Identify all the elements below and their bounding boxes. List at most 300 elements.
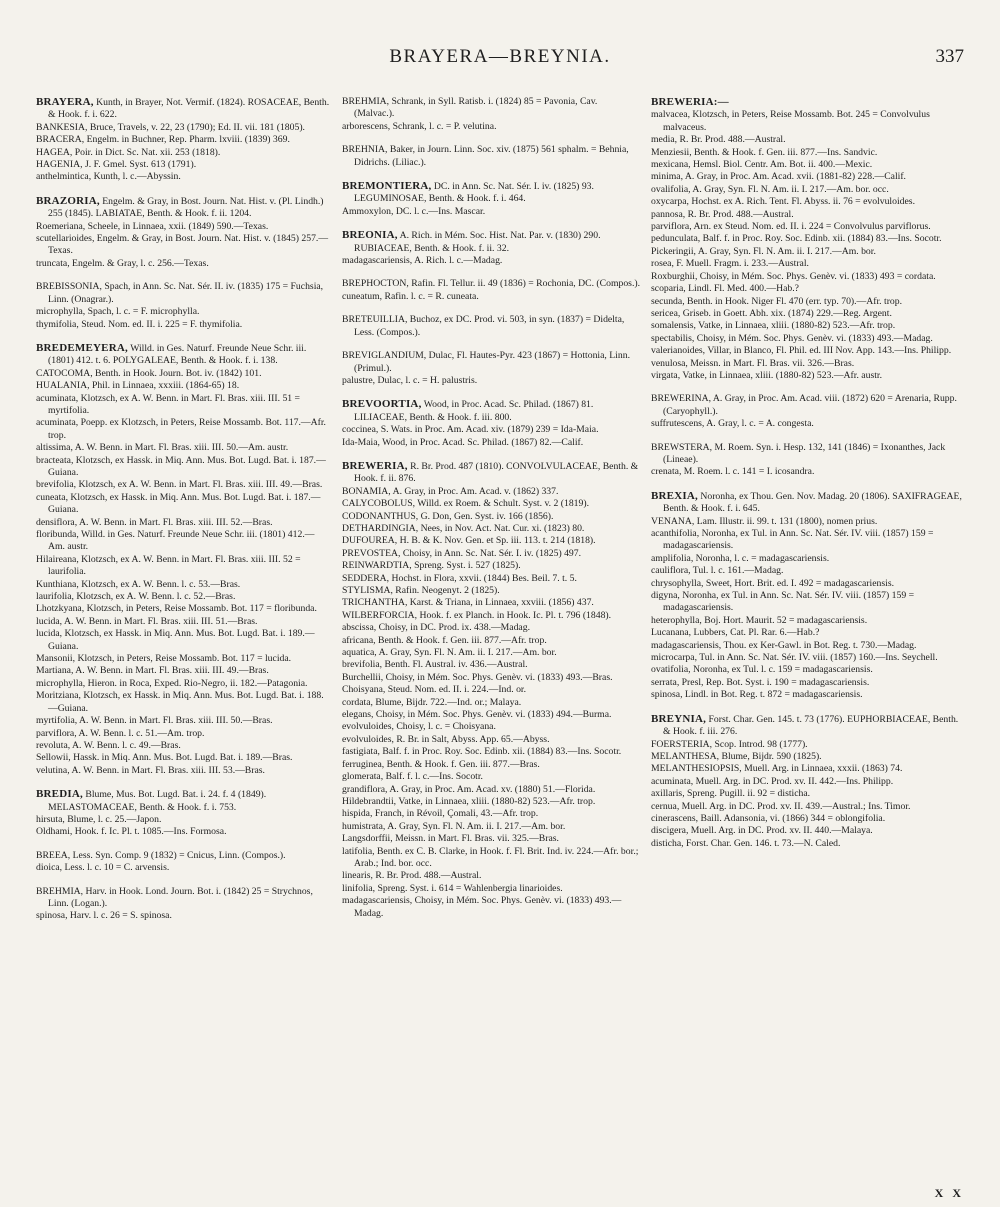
dictionary-entry: [36, 826, 330, 838]
dictionary-entry: [651, 516, 965, 528]
genus-entry: [342, 398, 640, 424]
dictionary-entry: [342, 771, 640, 783]
headword: BREDIA,: [36, 788, 83, 801]
entry-text: elegans, Choisy, in Mém. Soc. Phys. Genèv. vi. (1833) 494.—Burma.: [342, 709, 612, 721]
entry-text: heterophylla, Boj. Hort. Maurit. 52 = madagascariensis.: [651, 614, 868, 626]
dictionary-entry: [651, 370, 965, 382]
entry-text: ovalifolia, A. Gray, Syn. Fl. N. Am. ii. I. 217.—Am. bor. occ.: [651, 183, 889, 195]
entry-text: spectabilis, Choisy, in Mém. Soc. Phys. Genèv. vi. (1833) 493.—Madag.: [651, 332, 933, 344]
entry-text: serrata, Presl, Rep. Bot. Syst. i. 190 = madagascariensis.: [651, 676, 870, 688]
entry-text: Burchellii, Choisy, in Mém. Soc. Phys. Genèv. vi. (1833) 493.—Bras.: [342, 671, 613, 683]
headword: BREDEMEYERA,: [36, 341, 128, 354]
entry-text: myrtifolia, A. W. Benn. in Mart. Fl. Bras. xiii. III. 50.—Bras.: [36, 715, 273, 727]
dictionary-entry: [651, 640, 965, 652]
entry-text: venulosa, Meissn. in Mart. Fl. Bras. vii. 326.—Bras.: [651, 357, 855, 369]
page-number: 337: [935, 46, 964, 67]
entry-text: PREVOSTEA, Choisy, in Ann. Sc. Nat. Sér. I. iv. (1825) 497.: [342, 547, 582, 559]
entry-text: scoparia, Lindl. Fl. Med. 400.—Hab.?: [651, 283, 799, 295]
dictionary-entry: [36, 517, 330, 529]
entry-text: microcarpa, Tul. in Ann. Sc. Nat. Sér. IV. viii. (1857) 160.—Ins. Seychell.: [651, 652, 938, 664]
dictionary-entry: [651, 147, 965, 159]
dictionary-entry: [651, 393, 965, 418]
entry-text: Lucanana, Lubbers, Cat. Pl. Rar. 6.—Hab.?: [651, 627, 820, 639]
dictionary-entry: [342, 548, 640, 560]
entry-text: Ammoxylon, DC. l. c.—Ins. Mascar.: [342, 205, 486, 217]
dictionary-entry: [651, 196, 965, 208]
dictionary-entry: [651, 578, 965, 590]
entry-text: Sellowii, Hassk. in Miq. Ann. Mus. Bot. Lugd. Bat. i. 189.—Bras.: [36, 752, 293, 764]
entry-text: Mansonii, Klotzsch, in Peters, Reise Mossamb. Bot. 117 = lucida.: [36, 653, 292, 665]
entry-text: BREVIGLANDIUM, Dulac, Fl. Hautes-Pyr. 423 (1867) = Hottonia, Linn. (Primul.).: [342, 350, 630, 374]
signature-mark: X X: [934, 1186, 964, 1200]
entry-text: glomerata, Balf. f. l. c.—Ins. Socotr.: [342, 771, 483, 783]
entry-text: BRETEUILLIA, Buchoz, ex DC. Prod. vi. 503, in syn. (1837) = Didelta, Less. (Compos.).: [342, 314, 625, 338]
entry-text: Willd. in Ges. Naturf. Freunde Neue Schr. iii. (1801) 412. t. 6. POLYGALEAE, Benth. & Hook. f. i. 138.: [48, 342, 307, 367]
entry-text: bracteata, Klotzsch, ex Hassk. in Miq. Ann. Mus. Bot. Lugd. Bat. i. 187.—Guiana.: [36, 454, 326, 478]
dictionary-entry: [342, 808, 640, 820]
dictionary-entry: [342, 895, 640, 920]
dictionary-entry: [36, 740, 330, 752]
dictionary-entry: [651, 171, 965, 183]
dictionary-entry: [651, 590, 965, 615]
entry-text: thymifolia, Steud. Nom. ed. II. i. 225 = F. thymifolia.: [36, 318, 243, 330]
dictionary-entry: [342, 523, 640, 535]
entry-text: CATOCOMA, Benth. in Hook. Journ. Bot. iv. (1842) 101.: [36, 367, 262, 379]
dictionary-entry: [651, 677, 965, 689]
dictionary-entry: [36, 603, 330, 615]
dictionary-entry: [342, 144, 640, 169]
dictionary-entry: [651, 825, 965, 837]
dictionary-entry: [36, 728, 330, 740]
genus-entry: [651, 96, 965, 109]
entry-text: Hildebrandtii, Vatke, in Linnaea, xliii. (1880-82) 523.—Afr. trop.: [342, 795, 596, 807]
dictionary-entry: [36, 159, 330, 171]
entry-text: Noronha, ex Thou. Gen. Nov. Madag. 20 (1806). SAXIFRAGEAE, Benth. & Hook. f. i. 645.: [663, 490, 962, 515]
dictionary-entry: [36, 862, 330, 874]
entry-text: BREPHOCTON, Rafin. Fl. Tellur. ii. 49 (1836) = Rochonia, DC. (Compos.).: [342, 278, 640, 290]
entry-text: Lhotzkyana, Klotzsch, in Peters, Reise Mossamb. Bot. 117 = floribunda.: [36, 603, 317, 615]
entry-text: media, R. Br. Prod. 488.—Austral.: [651, 134, 786, 146]
dictionary-entry: [36, 380, 330, 392]
entry-text: TRICHANTHA, Karst. & Triana, in Linnaea, xxviii. (1856) 437.: [342, 597, 594, 609]
entry-text: palustre, Dulac, l. c. = H. palustris.: [342, 374, 478, 386]
dictionary-entry: [342, 350, 640, 375]
dictionary-entry: [651, 739, 965, 751]
headword: BREMONTIERA,: [342, 180, 432, 193]
entry-text: Kunth, in Brayer, Not. Vermif. (1824). ROSACEAE, Benth. & Hook. f. i. 622.: [48, 97, 330, 121]
dictionary-entry: [342, 659, 640, 671]
entry-text: linifolia, Spreng. Syst. i. 614 = Wahlenbergia linarioides.: [342, 882, 563, 894]
entry-text: STYLISMA, Rafin. Neogenyt. 2 (1825).: [342, 585, 500, 596]
dictionary-entry: [36, 591, 330, 603]
entry-text: BRACERA, Engelm. in Buchner, Rep. Pharm. lxviii. (1839) 369.: [36, 134, 290, 146]
dictionary-entry: [342, 672, 640, 684]
entry-text: MELANTHESIOPSIS, Muell. Arg. in Linnaea, xxxii. (1863) 74.: [651, 763, 903, 775]
entry-text: Engelm. & Gray, in Bost. Journ. Nat. Hist. v. (Pl. Lindh.) 255 (1845). LABIATAE, Benth. & Hook. f. ii. 1204.: [48, 195, 324, 220]
entry-text: DETHARDINGIA, Nees, in Nov. Act. Nat. Cur. xi. (1823) 80.: [342, 522, 585, 534]
entry-text: Moritziana, Klotzsch, ex Hassk. in Miq. Ann. Mus. Bot. Lugd. Bat. i. 188.—Guiana.: [36, 690, 324, 714]
dictionary-entry: [36, 171, 330, 183]
entry-text: Oldhami, Hook. f. Ic. Pl. t. 1085.—Ins. Formosa.: [36, 826, 227, 838]
dictionary-entry: [342, 697, 640, 709]
page-title: BRAYERA—BREYNIA.: [389, 46, 611, 67]
dictionary-entry: [36, 479, 330, 491]
entry-text: cordata, Blume, Bijdr. 722.—Ind. or.; Malaya.: [342, 696, 522, 708]
entry-text: cuneata, Klotzsch, ex Hassk. in Miq. Ann. Mus. Bot. Lugd. Bat. i. 187.—Guiana.: [36, 491, 321, 516]
entry-text: brevifolia, Benth. Fl. Austral. iv. 436.—Austral.: [342, 659, 528, 671]
entry-text: floribunda, Willd. in Ges. Naturf. Freunde Neue Schr. iii. (1801) 412.—Am. austr.: [36, 529, 315, 553]
dictionary-entry: [36, 368, 330, 380]
entry-text: ovatifolia, Noronha, ex Tul. l. c. 159 = madagascariensis.: [651, 664, 873, 676]
entry-text: madagascariensis, A. Rich. l. c.—Madag.: [342, 255, 503, 267]
entry-text: HUALANIA, Phil. in Linnaea, xxxiii. (1864-65) 18.: [36, 380, 240, 392]
dictionary-entry: [651, 615, 965, 627]
dictionary-entry: [342, 560, 640, 572]
dictionary-entry: [342, 255, 640, 267]
dictionary-entry: [342, 597, 640, 609]
entry-text: acuminata, Muell. Arg. in DC. Prod. xv. II. 442.—Ins. Philipp.: [651, 775, 894, 787]
dictionary-entry: [36, 554, 330, 579]
entry-text: parviflora, A. W. Benn. l. c. 51.—Am. trop.: [36, 727, 205, 739]
entry-text: cuneatum, Rafin. l. c. = R. cuneata.: [342, 290, 479, 302]
entry-text: secunda, Benth. in Hook. Niger Fl. 470 (err. typ. 70).—Afr. trop.: [651, 295, 903, 307]
genus-entry: [342, 460, 640, 486]
entry-text: scutellarioides, Engelm. & Gray, in Bost. Journ. Nat. Hist. v. (1845) 257.—Texas.: [36, 233, 329, 257]
entry-text: Martiana, A. W. Benn. in Mart. Fl. Bras. xiii. III. 49.—Bras.: [36, 665, 269, 677]
entry-text: Hilaireana, Klotzsch, ex A. W. Benn. in Mart. Fl. Bras. xiii. III. 52 = laurifolia.: [36, 553, 301, 578]
entry-text: parviflora, Arn. ex Steud. Nom. ed. II. i. 224 = Convolvulus parviflorus.: [651, 221, 931, 233]
dictionary-entry: [651, 271, 965, 283]
running-header: [0, 40, 1000, 80]
dictionary-entry: [651, 296, 965, 308]
entry-text: ferruginea, Benth. & Hook. f. Gen. iii. 877.—Bras.: [342, 758, 540, 770]
dictionary-entry: [342, 96, 640, 121]
dictionary-entry: [342, 870, 640, 882]
dictionary-entry: [36, 765, 330, 777]
entry-text: crenata, M. Roem. l. c. 141 = I. icosandra.: [651, 466, 815, 478]
headword: BRAZORIA,: [36, 194, 100, 207]
dictionary-entry: [36, 233, 330, 258]
dictionary-entry: [342, 291, 640, 303]
entry-text: acanthifolia, Noronha, ex Tul. in Ann. Sc. Nat. Sér. IV. viii. (1857) 159 = madagascariensis.: [651, 528, 934, 552]
dictionary-entry: [651, 664, 965, 676]
entry-text: cauliflora, Tul. l. c. 161.—Madag.: [651, 565, 784, 577]
entry-text: truncata, Engelm. & Gray, l. c. 256.—Texas.: [36, 257, 209, 269]
dictionary-entry: [651, 184, 965, 196]
entry-text: Kunthiana, Klotzsch, ex A. W. Benn. l. c. 53.—Bras.: [36, 578, 241, 590]
dictionary-entry: [651, 358, 965, 370]
entry-text: lucida, Klotzsch, ex Hassk. in Miq. Ann. Mus. Bot. Lugd. Bat. i. 189.—Guiana.: [36, 628, 315, 652]
entry-text: Ida-Maia, Wood, in Proc. Acad. Sc. Philad. (1867) 82.—Calif.: [342, 436, 584, 448]
entry-text: brevifolia, Klotzsch, ex A. W. Benn. in Mart. Fl. Bras. xiii. III. 49.—Bras.: [36, 479, 323, 491]
entry-text: amplifolia, Noronha, l. c. = madagascariensis.: [651, 552, 830, 564]
entry-text: A. Rich. in Mém. Soc. Hist. Nat. Par. v. (1830) 290. RUBIACEAE, Benth. & Hook. f. ii. 32.: [354, 230, 601, 254]
dictionary-entry: [651, 553, 965, 565]
dictionary-entry: [36, 281, 330, 306]
entry-text: hirsuta, Blume, l. c. 25.—Japon.: [36, 813, 162, 825]
dictionary-entry: [342, 622, 640, 634]
column-2: [342, 96, 640, 1191]
entry-text: malvacea, Klotzsch, in Peters, Reise Mossamb. Bot. 245 = Convolvulus malvaceus.: [651, 109, 930, 133]
dictionary-entry: [36, 850, 330, 862]
dictionary-entry: [36, 134, 330, 146]
entry-text: CODONANTHUS, G. Don, Gen. Syst. iv. 166 (1856).: [342, 510, 554, 522]
entry-text: minima, A. Gray, in Proc. Am. Acad. xvii. (1881-82) 228.—Calif.: [651, 171, 906, 183]
entry-text: acuminata, Klotzsch, ex A. W. Benn. in Mart. Fl. Bras. xiii. III. 51 = myrtifolia.: [36, 392, 301, 416]
dictionary-entry: [651, 109, 965, 134]
entry-text: grandiflora, A. Gray, in Proc. Am. Acad. xv. (1880) 51.—Florida.: [342, 783, 596, 795]
entry-text: VENANA, Lam. Illustr. ii. 99. t. 131 (1800), nomen prius.: [651, 515, 878, 527]
entry-text: Forst. Char. Gen. 145. t. 73 (1776). EUPHORBIACEAE, Benth. & Hook. f. iii. 276.: [663, 713, 959, 738]
entry-text: oxycarpa, Hochst. ex A. Rich. Tent. Fl. Abyss. ii. 76 = evolvuloides.: [651, 196, 915, 208]
dictionary-entry: [342, 486, 640, 498]
dictionary-entry: [651, 246, 965, 258]
entry-text: BREEA, Less. Syn. Comp. 9 (1832) = Cnicus, Linn. (Compos.).: [36, 849, 286, 861]
dictionary-entry: [651, 442, 965, 467]
entry-text: cernua, Muell. Arg. in DC. Prod. xv. II. 439.—Austral.; Ins. Timor.: [651, 800, 911, 812]
entry-text: digyna, Noronha, ex Tul. in Ann. Sc. Nat. Sér. IV. viii. (1857) 159 = madagascariensis.: [651, 590, 915, 614]
entry-text: Langsdorffii, Meissn. in Mart. Fl. Bras. vii. 325.—Bras.: [342, 833, 559, 845]
dictionary-entry: [36, 147, 330, 159]
entry-text: BREWSTERA, M. Roem. Syn. i. Hesp. 132, 141 (1846) = Ixonanthes, Jack (Lineae).: [651, 441, 946, 465]
entry-text: fastigiata, Balf. f. in Proc. Roy. Soc. Edinb. xii. (1884) 83.—Ins. Socotr.: [342, 746, 622, 758]
entry-text: rosea, F. Muell. Fragm. i. 233.—Austral.: [651, 258, 809, 270]
dictionary-entry: [342, 424, 640, 436]
dictionary-entry: [36, 628, 330, 653]
entry-text: aquatica, A. Gray, Syn. Fl. N. Am. ii. I. 217.—Am. bor.: [342, 647, 557, 659]
genus-entry: [36, 195, 330, 221]
dictionary-entry: [651, 528, 965, 553]
entry-text: hispida, Franch, in Révoil, Çomali, 43.—Afr. trop.: [342, 808, 539, 820]
headword: BREVOORTIA,: [342, 398, 422, 411]
headword: BREXIA,: [651, 489, 698, 502]
dictionary-entry: [342, 206, 640, 218]
entry-text: evolvuloides, Choisy, l. c. = Choisyana.: [342, 721, 496, 733]
dictionary-entry: [36, 665, 330, 677]
entry-text: pedunculata, Balf. f. in Proc. Roy. Soc. Edinb. xii. (1884) 83.—Ins. Socotr.: [651, 233, 942, 245]
headword: BREYNIA,: [651, 712, 707, 725]
dictionary-entry: [651, 221, 965, 233]
entry-text: Pickeringii, A. Gray, Syn. Fl. N. Am. ii. I. 217.—Am. bor.: [651, 245, 876, 257]
entry-text: africana, Benth. & Hook. f. Gen. iii. 877.—Afr. trop.: [342, 634, 547, 646]
entry-text: valerianoides, Villar, in Blanco, Fl. Phil. ed. III Nov. App. 143.—Ins. Philipp.: [651, 345, 952, 357]
entry-text: Choisyana, Steud. Nom. ed. II. i. 224.—Ind. or.: [342, 684, 527, 696]
dictionary-entry: [342, 709, 640, 721]
entry-text: microphylla, Hieron. in Roca, Exped. Rio-Negro, ii. 182.—Patagonia.: [36, 677, 308, 689]
entry-text: arborescens, Schrank, l. c. = P. velutina.: [342, 120, 497, 132]
column-3: [651, 96, 965, 1191]
dictionary-entry: [342, 833, 640, 845]
dictionary-entry: [342, 846, 640, 871]
dictionary-entry: [651, 283, 965, 295]
dictionary-entry: [342, 759, 640, 771]
entry-text: BONAMIA, A. Gray, in Proc. Am. Acad. v. (1862) 337.: [342, 485, 559, 497]
dictionary-entry: [342, 278, 640, 290]
dictionary-entry: [36, 529, 330, 554]
dictionary-entry: [36, 258, 330, 270]
entry-text: Roxburghii, Choisy, in Mém. Soc. Phys. Genèv. vi. (1833) 493 = cordata.: [651, 270, 936, 282]
dictionary-entry: [342, 821, 640, 833]
entry-text: HAGENIA, J. F. Gmel. Syst. 613 (1791).: [36, 159, 197, 171]
dictionary-entry: [36, 455, 330, 480]
dictionary-entry: [651, 751, 965, 763]
entry-text: spinosa, Harv. l. c. 26 = S. spinosa.: [36, 910, 172, 922]
dictionary-entry: [342, 573, 640, 585]
dictionary-entry: [342, 734, 640, 746]
entry-text: laurifolia, Klotzsch, ex A. W. Benn. l. c. 52.—Bras.: [36, 591, 236, 603]
entry-text: Wood, in Proc. Acad. Sc. Philad. (1867) 81. LILIACEAE, Benth. & Hook. f. iii. 800.: [354, 399, 594, 423]
entry-text: anthelmintica, Kunth, l. c.—Abyssin.: [36, 171, 181, 183]
entry-text: coccinea, S. Wats. in Proc. Am. Acad. xiv. (1879) 239 = Ida-Maia.: [342, 424, 599, 436]
dictionary-entry: [36, 653, 330, 665]
entry-text: spinosa, Lindl. in Bot. Reg. t. 872 = madagascariensis.: [651, 689, 863, 701]
dictionary-entry: [36, 814, 330, 826]
dictionary-entry: [36, 579, 330, 591]
genus-entry: [342, 229, 640, 255]
dictionary-entry: [651, 652, 965, 664]
entry-text: BANKESIA, Bruce, Travels, v. 22, 23 (1790); Ed. II. vii. 181 (1805).: [36, 121, 305, 133]
dictionary-entry: [36, 752, 330, 764]
dictionary-entry: [36, 492, 330, 517]
entry-text: altissima, A. W. Benn. in Mart. Fl. Bras. xiii. III. 50.—Am. austr.: [36, 442, 289, 454]
entry-text: velutina, A. W. Benn. in Mart. Fl. Bras. xiii. III. 53.—Bras.: [36, 764, 265, 776]
entry-text: madagascariensis, Choisy, in Mém. Soc. Phys. Genèv. vi. (1833) 493.—Madag.: [342, 895, 622, 919]
dictionary-entry: [342, 498, 640, 510]
dictionary-entry: [651, 134, 965, 146]
dictionary-entry: [342, 684, 640, 696]
dictionary-entry: [342, 511, 640, 523]
entry-text: HAGEA, Poir. in Dict. Sc. Nat. xii. 253 (1818).: [36, 146, 221, 158]
genus-entry: [36, 342, 330, 368]
dictionary-entry: [36, 221, 330, 233]
column-1: [36, 96, 330, 1191]
entry-text: DC. in Ann. Sc. Nat. Sér. I. iv. (1825) 93. LEGUMINOSAE, Benth. & Hook. f. i. 464.: [354, 181, 594, 205]
dictionary-entry: [651, 813, 965, 825]
dictionary-entry: [651, 233, 965, 245]
genus-entry: [342, 180, 640, 206]
entry-text: CALYCOBOLUS, Willd. ex Roem. & Schult. Syst. v. 2 (1819).: [342, 498, 590, 510]
headword: BREWERIA:—: [651, 96, 729, 108]
dictionary-entry: [651, 308, 965, 320]
dictionary-entry: [651, 565, 965, 577]
dictionary-entry: [342, 796, 640, 808]
entry-text: abscissa, Choisy, in DC. Prod. ix. 438.—Madag.: [342, 622, 531, 634]
dictionary-entry: [36, 678, 330, 690]
dictionary-entry: [651, 320, 965, 332]
dictionary-entry: [36, 417, 330, 442]
entry-text: humistrata, A. Gray, Syn. Fl. N. Am. ii. I. 217.—Am. bor.: [342, 820, 566, 832]
entry-text: BREWERINA, A. Gray, in Proc. Am. Acad. viii. (1872) 620 = Arenaria, Rupp. (Caryophyll.).: [651, 393, 957, 417]
dictionary-entry: [36, 910, 330, 922]
dictionary-entry: [36, 122, 330, 134]
entry-text: discigera, Muell. Arg. in DC. Prod. xv. II. 440.—Malaya.: [651, 825, 873, 837]
dictionary-entry: [36, 690, 330, 715]
entry-text: lucida, A. W. Benn. in Mart. Fl. Bras. xiii. III. 51.—Bras.: [36, 615, 258, 627]
entry-text: axillaris, Spreng. Pugill. ii. 92 = disticha.: [651, 788, 811, 800]
genus-entry: [651, 713, 965, 739]
entry-text: latifolia, Benth. ex C. B. Clarke, in Hook. f. Fl. Brit. Ind. iv. 224.—Afr. bor.; Arab.; Ind. bor. occ.: [342, 845, 639, 869]
dictionary-entry: [651, 159, 965, 171]
dictionary-entry: [342, 535, 640, 547]
dictionary-entry: [651, 788, 965, 800]
dictionary-entry: [342, 883, 640, 895]
dictionary-entry: [342, 437, 640, 449]
entry-text: Menziesii, Benth. & Hook. f. Gen. iii. 877.—Ins. Sandvic.: [651, 146, 878, 158]
dictionary-entry: [651, 209, 965, 221]
entry-text: BREHMIA, Harv. in Hook. Lond. Journ. Bot. i. (1842) 25 = Strychnos, Linn. (Logan.).: [36, 885, 313, 909]
dictionary-entry: [651, 689, 965, 701]
entry-text: BREBISSONIA, Spach, in Ann. Sc. Nat. Sér. II. iv. (1835) 175 = Fuchsia, Linn. (Onagrar.).: [36, 281, 324, 305]
entry-text: pannosa, R. Br. Prod. 488.—Austral.: [651, 208, 794, 220]
entry-text: somalensis, Vatke, in Linnaea, xliii. (1880-82) 523.—Afr. trop.: [651, 320, 896, 332]
genus-entry: [36, 96, 330, 122]
entry-text: microphylla, Spach, l. c. = F. microphylla.: [36, 306, 200, 318]
dictionary-entry: [342, 635, 640, 647]
entry-text: sericea, Griseb. in Goett. Abh. xix. (1874) 229.—Reg. Argent.: [651, 307, 892, 319]
entry-text: REINWARDTIA, Spreng. Syst. i. 527 (1825).: [342, 560, 521, 572]
entry-text: suffrutescens, A. Gray, l. c. = A. congesta.: [651, 418, 814, 430]
entry-text: BREHMIA, Schrank, in Syll. Ratisb. i. (1824) 85 = Pavonia, Cav. (Malvac.).: [342, 96, 598, 120]
entry-text: evolvuloides, R. Br. in Salt, Abyss. App. 65.—Abyss.: [342, 733, 550, 745]
dictionary-entry: [651, 418, 965, 430]
entry-text: DUFOUREA, H. B. & K. Nov. Gen. et Sp. iii. 113. t. 214 (1818).: [342, 535, 596, 547]
genus-entry: [36, 788, 330, 814]
entry-text: Roemeriana, Scheele, in Linnaea, xxii. (1849) 590.—Texas.: [36, 220, 269, 232]
dictionary-entry: [651, 801, 965, 813]
entry-text: acuminata, Poepp. ex Klotzsch, in Peters, Reise Mossamb. Bot. 117.—Afr. trop.: [36, 417, 326, 441]
entry-text: chrysophylla, Sweet, Hort. Brit. ed. I. 492 = madagascariensis.: [651, 577, 895, 589]
entry-text: virgata, Vatke, in Linnaea, xliii. (1880-82) 523.—Afr. austr.: [651, 369, 883, 381]
genus-entry: [651, 490, 965, 516]
dictionary-entry: [651, 763, 965, 775]
dictionary-entry: [651, 776, 965, 788]
dictionary-entry: [36, 616, 330, 628]
entry-text: WILBERFORCIA, Hook. f. ex Planch. in Hook. Ic. Pl. t. 796 (1848).: [342, 609, 612, 621]
headword: BRAYERA,: [36, 96, 94, 108]
entry-text: disticha, Forst. Char. Gen. 146. t. 73.—N. Caled.: [651, 837, 841, 849]
entry-text: madagascariensis, Thou. ex Ker-Gawl. in Bot. Reg. t. 730.—Madag.: [651, 639, 917, 651]
entry-text: linearis, R. Br. Prod. 488.—Austral.: [342, 870, 482, 882]
dictionary-entry: [36, 715, 330, 727]
entry-text: MELANTHESA, Blume, Bijdr. 590 (1825).: [651, 750, 822, 762]
headword: BREWERIA,: [342, 459, 408, 472]
dictionary-entry: [651, 258, 965, 270]
dictionary-entry: [36, 319, 330, 331]
dictionary-entry: [651, 333, 965, 345]
entry-text: revoluta, A. W. Benn. l. c. 49.—Bras.: [36, 739, 181, 751]
dictionary-entry: [342, 721, 640, 733]
dictionary-entry: [342, 585, 640, 597]
entry-text: cinerascens, Baill. Adansonia, vi. (1866) 344 = oblongifolia.: [651, 812, 886, 824]
dictionary-entry: [342, 375, 640, 387]
entry-text: FOERSTERIA, Scop. Introd. 98 (1777).: [651, 738, 808, 750]
dictionary-entry: [651, 627, 965, 639]
dictionary-entry: [342, 121, 640, 133]
dictionary-entry: [342, 746, 640, 758]
dictionary-entry: [342, 610, 640, 622]
entry-text: dioica, Less. l. c. 10 = C. arvensis.: [36, 862, 170, 874]
entry-text: R. Br. Prod. 487 (1810). CONVOLVULACEAE, Benth. & Hook. f. ii. 876.: [354, 460, 639, 485]
dictionary-entry: [342, 784, 640, 796]
dictionary-entry: [342, 647, 640, 659]
dictionary-entry: [342, 314, 640, 339]
entry-text: BREHNIA, Baker, in Journ. Linn. Soc. xiv. (1875) 561 sphalm. = Behnia, Didrichs. (Liliac.).: [342, 144, 629, 168]
dictionary-entry: [36, 442, 330, 454]
dictionary-entry: [36, 886, 330, 911]
headword: BREONIA,: [342, 229, 398, 242]
entry-text: Blume, Mus. Bot. Lugd. Bat. i. 24. f. 4 (1849). MELASTOMACEAE, Benth. & Hook. f. i. 753.: [48, 789, 267, 813]
dictionary-entry: [651, 838, 965, 850]
